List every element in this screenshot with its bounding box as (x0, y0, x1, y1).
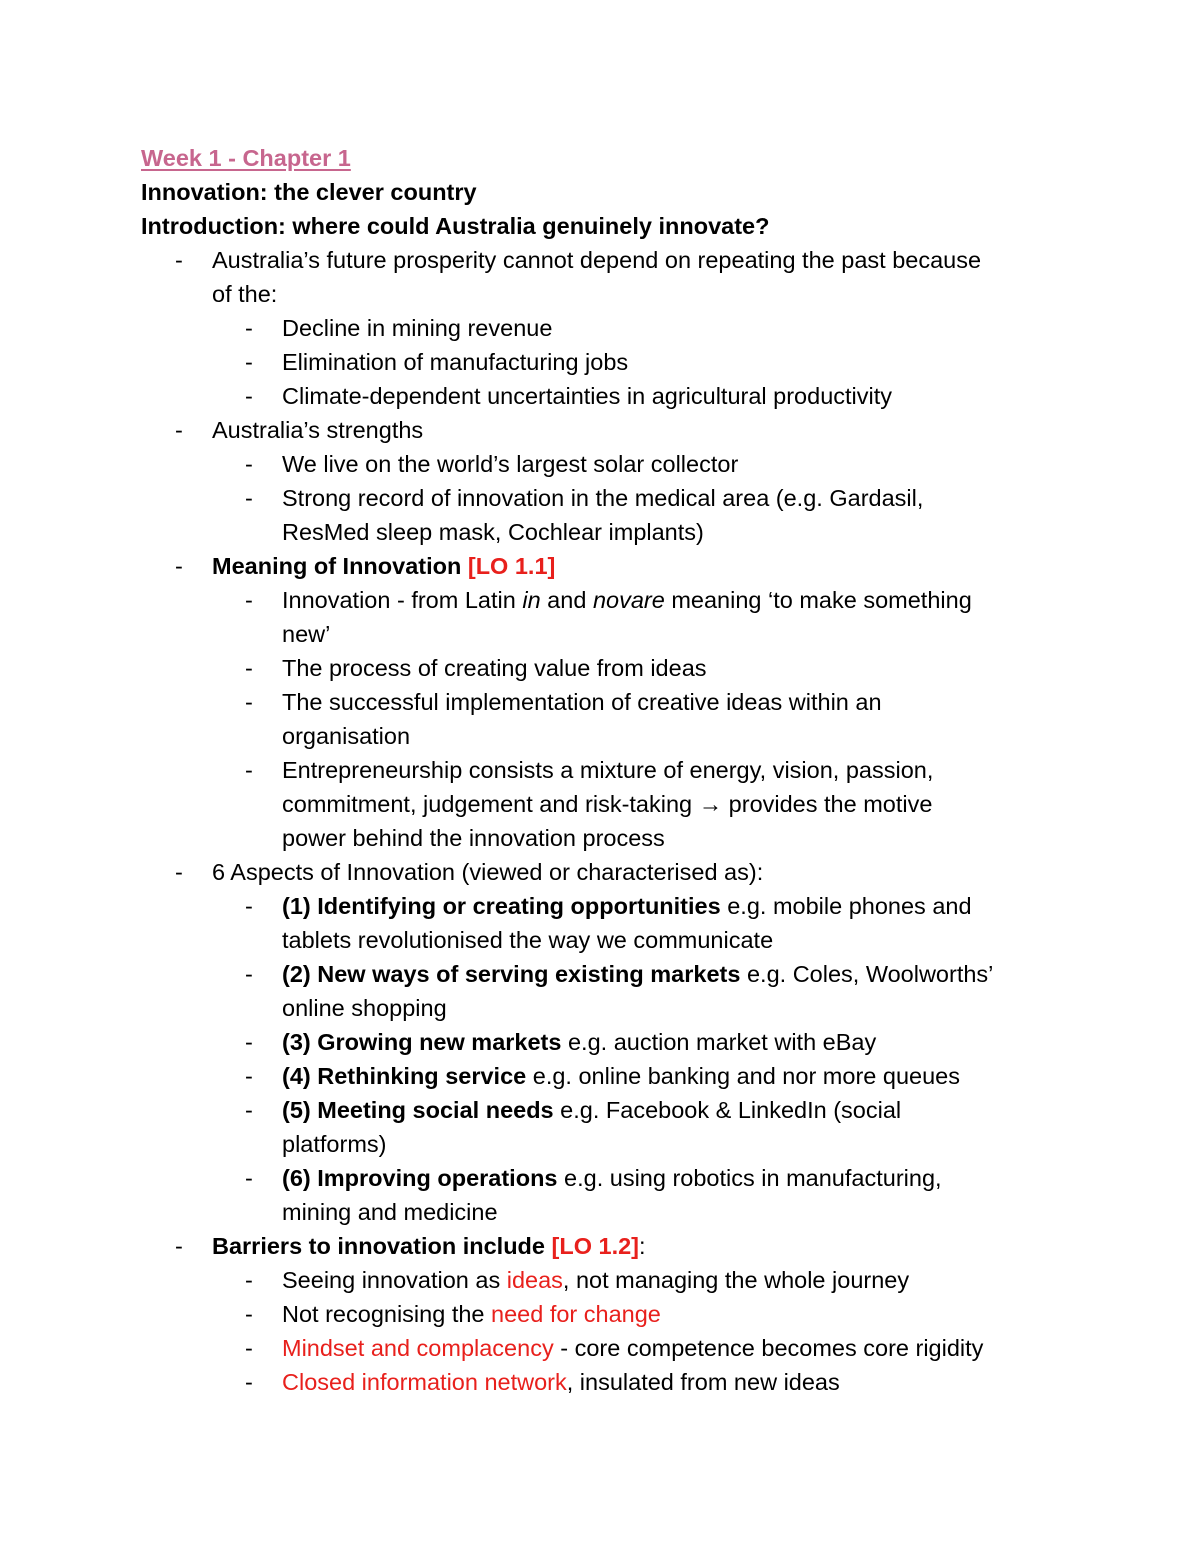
text-run: - core competence becomes core rigidity (553, 1335, 984, 1361)
sub-list-item-continuation: tablets revolutionised the way we communicate (282, 927, 774, 953)
bullet-dash: - (245, 383, 253, 409)
italic-term: novare (592, 587, 665, 613)
text-run: e.g. using robotics in manufacturing, (557, 1165, 942, 1191)
sub-list-item-continuation: power behind the innovation process (282, 825, 665, 851)
sub-list-item (282, 1161, 942, 1195)
sub-list-item (282, 889, 972, 923)
bullet-dash: - (245, 655, 253, 681)
sub-list-item: Entrepreneurship consists a mixture of energy, vision, passion, (282, 757, 934, 783)
sub-list-item (282, 1263, 909, 1297)
bullet-dash: - (175, 859, 183, 885)
bullet-dash: - (175, 553, 183, 579)
bullet-dash: - (245, 1063, 253, 1089)
text-run: , insulated from new ideas (566, 1369, 840, 1395)
page-title: Week 1 - Chapter 1 (141, 145, 351, 171)
sub-list-item: Elimination of manufacturing jobs (282, 349, 629, 375)
list-item-continuation: of the: (212, 281, 278, 307)
aspect-title: (5) Meeting social needs (282, 1097, 554, 1123)
bullet-dash: - (245, 1267, 253, 1293)
sub-list-item-continuation: online shopping (282, 995, 447, 1021)
bullet-dash: - (245, 1301, 253, 1327)
barriers-heading: Barriers to innovation include (212, 1233, 545, 1259)
bullet-dash: - (245, 587, 253, 613)
text-run: meaning ‘to make something (664, 587, 972, 613)
aspect-title: (3) Growing new markets (282, 1029, 562, 1055)
bullet-dash: - (245, 1369, 253, 1395)
list-item (212, 1229, 646, 1263)
bullet-dash: - (175, 417, 183, 443)
list-item: 6 Aspects of Innovation (viewed or characterised as): (212, 859, 764, 885)
text-run: Seeing innovation as (282, 1267, 507, 1293)
aspect-title: (2) New ways of serving existing markets (282, 961, 741, 987)
list-item: Australia’s future prosperity cannot depend on repeating the past because (212, 247, 982, 273)
bullet-dash: - (245, 485, 253, 511)
sub-list-item: The successful implementation of creative ideas within an (282, 689, 882, 715)
sub-list-item: The process of creating value from ideas (282, 655, 707, 681)
highlight-text: need for change (491, 1301, 661, 1327)
text-run: e.g. Facebook & LinkedIn (social (553, 1097, 902, 1123)
sub-list-item-continuation: mining and medicine (282, 1199, 498, 1225)
sub-list-item-continuation: platforms) (282, 1131, 387, 1157)
list-item: Australia’s strengths (212, 417, 424, 443)
bullet-dash: - (175, 1233, 183, 1259)
sub-list-item (282, 1297, 661, 1331)
sub-list-item (282, 1365, 840, 1399)
bullet-dash: - (245, 315, 253, 341)
sub-list-item (282, 1059, 960, 1093)
text-run: e.g. mobile phones and (720, 893, 972, 919)
bullet-dash: - (245, 1097, 253, 1123)
highlight-text: Mindset and complacency (282, 1335, 554, 1361)
text-run: e.g. online banking and nor more queues (526, 1063, 960, 1089)
text-run: and (540, 587, 593, 613)
bullet-dash: - (245, 689, 253, 715)
text-run: : (639, 1233, 646, 1259)
bullet-dash: - (245, 1029, 253, 1055)
sub-list-item: Strong record of innovation in the medical area (e.g. Gardasil, (282, 485, 924, 511)
highlight-text: ideas (506, 1267, 563, 1293)
bullet-dash: - (245, 893, 253, 919)
intro-heading: Introduction: where could Australia genuinely innovate? (141, 213, 770, 239)
bullet-dash: - (245, 757, 253, 783)
sub-list-item-continuation: new’ (282, 621, 331, 647)
bullet-dash: - (175, 247, 183, 273)
sub-list-item: We live on the world’s largest solar collector (282, 451, 739, 477)
sub-list-item-continuation: organisation (282, 723, 411, 749)
sub-list-item: Climate-dependent uncertainties in agricultural productivity (282, 383, 893, 409)
text-run: Innovation - from Latin (282, 587, 523, 613)
list-item (212, 549, 555, 583)
lo-tag: [LO 1.2] (551, 1233, 639, 1259)
lo-tag: [LO 1.1] (467, 553, 556, 579)
italic-term: in (522, 587, 541, 613)
sub-list-item (282, 1093, 901, 1127)
bullet-dash: - (245, 961, 253, 987)
bullet-dash: - (245, 349, 253, 375)
sub-list-item: Decline in mining revenue (282, 315, 553, 341)
sub-list-item (282, 1331, 983, 1365)
text-run: e.g. Coles, Woolworths’ (740, 961, 994, 987)
meaning-heading: Meaning of Innovation (212, 553, 462, 579)
aspect-title: (4) Rethinking service (282, 1063, 527, 1089)
chapter-heading: Innovation: the clever country (141, 179, 477, 205)
bullet-dash: - (245, 451, 253, 477)
sub-list-item (282, 583, 972, 617)
sub-list-item-continuation: ResMed sleep mask, Cochlear implants) (282, 519, 704, 545)
text-run: Not recognising the (282, 1301, 492, 1327)
sub-list-item-continuation: commitment, judgement and risk-taking → provides the motive (282, 791, 933, 817)
highlight-text: Closed information network (282, 1369, 567, 1395)
text-run: , not managing the whole journey (562, 1267, 910, 1293)
sub-list-item (282, 957, 993, 991)
sub-list-item (282, 1025, 876, 1059)
aspect-title: (1) Identifying or creating opportunities (282, 893, 721, 919)
bullet-dash: - (245, 1165, 253, 1191)
aspect-title: (6) Improving operations (282, 1165, 558, 1191)
text-run: e.g. auction market with eBay (561, 1029, 877, 1055)
bullet-dash: - (245, 1335, 253, 1361)
